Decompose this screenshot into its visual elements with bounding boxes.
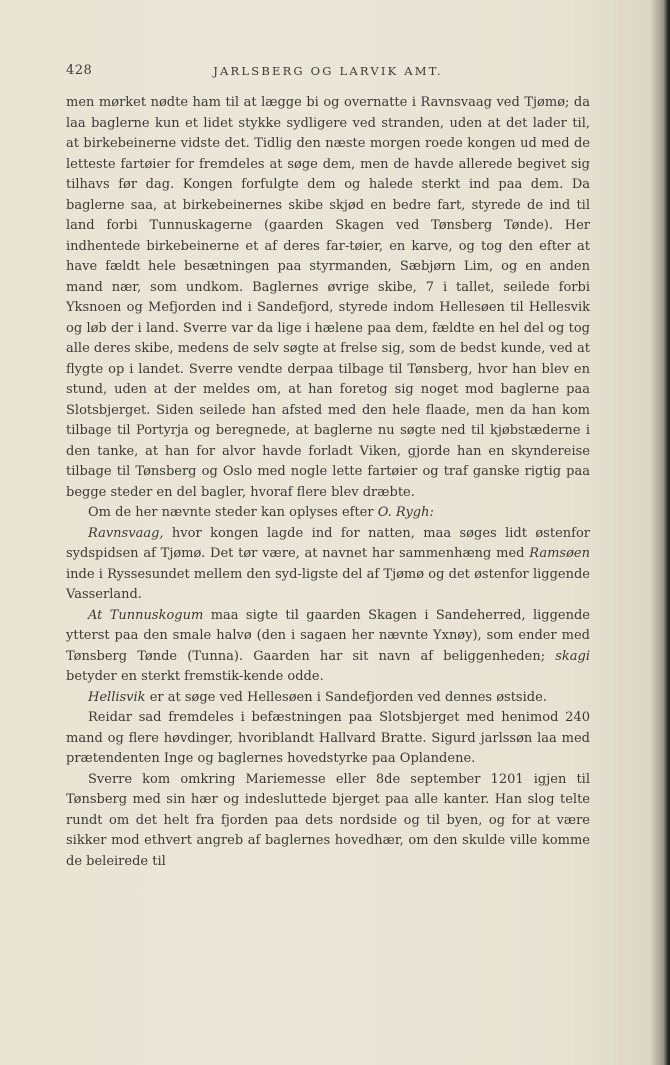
paragraph-sverre-text: Sverre kom omkring Mariemesse eller 8de september 1201 igjen til Tønsberg med sin hær og indesluttede bjerget paa alle kanter. Han slog telte rundt om det helt fra fjorden paa dets nordside og til byen, og for at være sikker mod ethvert angreb af baglernes hovedhær, om den skulde ville komme de beleirede til: [66, 771, 590, 869]
page-number: 428: [66, 63, 93, 78]
term-hellisvik: Hellisvik: [88, 689, 146, 705]
page-header: [66, 63, 590, 81]
paragraph-ravnsvaag: [66, 524, 590, 606]
body-text: [66, 93, 590, 872]
paragraph-1: [66, 93, 590, 503]
term-tunnuskogum: At Tunnuskogum: [88, 607, 204, 623]
paragraph-1-text: men mørket nødte ham til at lægge bi og overnatte i Ravnsvaag ved Tjømø; da laa baglerne kun et lidet stykke sydligere ved stranden, uden at det lader til, at birkebeinerne vidste det. Tidlig den næste morgen roede kongen ud med de letteste fartøier for fremdeles at søge dem, men de havde allerede begivet sig tilhavs før dag. Kongen forfulgte dem og halede sterkt ind paa dem. Da baglerne saa, at birkebeinernes skibe skjød en bedre fart, styrede de ind til land forbi Tunnuskagerne (gaarden Skagen ved Tønsberg Tønde). Her indhentede birkebeinerne et af deres far-tøier, en karve, og tog den efter at have fældt hele besætningen paa styrmanden, Sæbjørn Lim, og en anden mand nær, som undkom. Baglernes øvrige skibe, 7 i tallet, seilede forbi Yksnoen og Mefjorden ind i Sandefjord, styrede indom Hellesøen til Hellesvik og løb der i land. Sverre var da lige i hælene paa dem, fældte en hel del og tog alle deres skibe, medens de selv søgte at frelse sig, som de bedst kunde, ved at flygte op i landet. Sverre vendte derpaa tilbage til Tønsberg, hvor han blev en stund, uden at der meldes om, at han foretog sig noget mod baglerne paa Slotsbjerget. Siden seilede han afsted med den hele flaade, men da han kom tilbage til Portyrja og beregnede, at baglerne nu søgte ned til kjøbstæderne i den tanke, at han for alvor havde forladt Viken, gjorde han en skyndereise tilbage til Tønsberg og Oslo med nogle lette fartøier og traf ganske rigtig paa begge steder en del bagler, hvoraf flere blev dræbte.: [66, 95, 590, 500]
term-ramsoen: Ramsøen: [529, 546, 590, 561]
paragraph-ravnsvaag-text: hvor kongen lagde ind for natten, maa søges lidt østenfor sydspidsen af Tjømø. Det tør være, at navnet har sammenhæng med: [66, 525, 590, 561]
paragraph-hellisvik: [66, 688, 590, 709]
paragraph-tunnuskogum-text: maa sigte til gaarden Skagen i Sandeherred, liggende ytterst paa den smale halvø (den i sagaen her nævnte Yxnøy), som ender med Tønsberg Tønde (Tunna). Gaarden har sit navn af beliggenheden;: [66, 607, 590, 664]
paragraph-2-text: Om de her nævnte steder kan oplyses efter: [88, 505, 378, 520]
paragraph-tunnuskogum-text-2: betyder en sterkt fremstik-kende odde.: [66, 669, 324, 684]
paragraph-hellisvik-text: er at søge ved Hellesøen i Sandefjorden ved dennes østside.: [145, 689, 547, 705]
paragraph-reidar: [66, 708, 590, 770]
paragraph-tunnuskogum: [66, 606, 590, 688]
paragraph-2: [66, 503, 590, 524]
page-edge-shadow: [664, 0, 670, 1065]
paragraph-sverre: [66, 770, 590, 873]
running-head: JARLSBERG OG LARVIK AMT.: [213, 64, 443, 78]
term-ravnsvaag: Ravnsvaag,: [88, 525, 164, 541]
term-skagi: skagi: [555, 648, 590, 664]
paragraph-ravnsvaag-text-2: inde i Ryssesundet mellem den syd-ligste del af Tjømø og det østenfor liggende Vasserland.: [66, 566, 590, 602]
paragraph-reidar-text: Reidar sad fremdeles i befæstningen paa Slotsbjerget med henimod 240 mand og flere høvdinger, hvoriblandt Hallvard Bratte. Sigurd jarlssøn laa med prætendenten Inge og baglernes hovedstyrke paa Oplandene.: [66, 710, 590, 766]
paragraph-2-emphasis: O. Rygh:: [377, 505, 434, 520]
